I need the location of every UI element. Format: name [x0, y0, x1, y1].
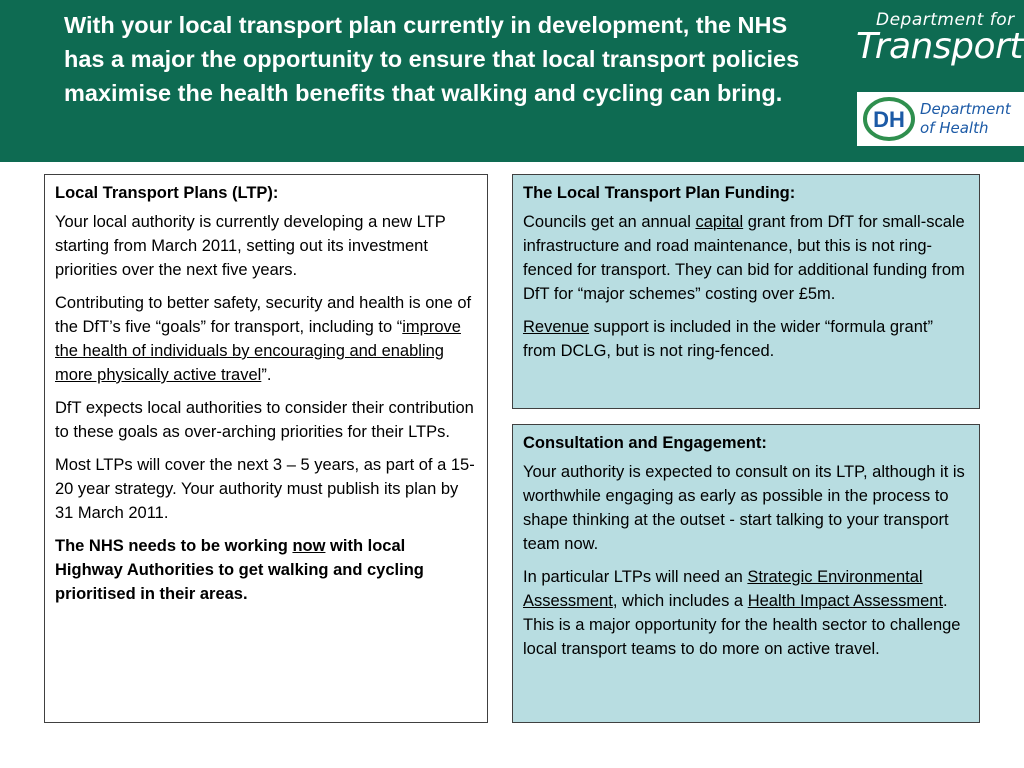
dh-logo-line2: of Health	[920, 119, 989, 137]
funding-p1-text: Councils get an annual	[523, 213, 696, 231]
ltp-paragraph-4: Most LTPs will cover the next 3 – 5 years, as part of a 15-20 year strategy. Your authority must publish its plan by 31 March 2011.	[55, 456, 475, 522]
consult-p2-text: In particular LTPs will need an	[523, 568, 748, 586]
consultation-paragraph-2	[523, 565, 969, 661]
capital-link[interactable]: capital	[695, 213, 744, 231]
funding-p2-tail: support is included in the wider “formula grant” from DCLG, but is not ring-fenced.	[523, 318, 933, 360]
consultation-paragraph-1: Your authority is expected to consult on its LTP, although it is worthwhile engaging as early as possible in the process to shape thinking at the outset - start talking to your transport team now.	[523, 463, 965, 553]
funding-panel-title: The Local Transport Plan Funding:	[523, 184, 796, 202]
dh-logo-line1: Department	[920, 100, 1011, 118]
consultation-panel	[512, 424, 980, 723]
consult-p2-tail: . This is a major opportunity for the health sector to challenge local transport teams to do more on active travel.	[523, 592, 961, 658]
dft-logo-line1: Department for	[876, 10, 1015, 30]
consultation-panel-title: Consultation and Engagement:	[523, 434, 767, 452]
ltp-p5-tail: with local Highway Authorities to get walking and cycling prioritised in their areas.	[55, 537, 424, 603]
ltp-paragraph-5	[55, 534, 477, 606]
dh-mark-icon	[862, 96, 916, 142]
ltp-paragraph-1: Your local authority is currently developing a new LTP starting from March 2011, setting out its investment priorities over the next five years.	[55, 213, 446, 279]
ltp-paragraph-2	[55, 291, 477, 387]
header-banner	[0, 0, 1024, 162]
ltp-p2-tail: ”.	[261, 366, 272, 384]
ltp-paragraph-3: DfT expects local authorities to consider their contribution to these goals as over-arching priorities for their LTPs.	[55, 399, 474, 441]
ltp-panel	[44, 174, 488, 723]
ltp-now-link[interactable]: now	[292, 537, 326, 555]
funding-panel	[512, 174, 980, 409]
dft-logo-line2: Transport	[856, 26, 1023, 67]
sea-link[interactable]: Strategic Environmental Assessment	[523, 568, 923, 610]
hia-link[interactable]: Health Impact Assessment	[747, 592, 944, 610]
ltp-panel-title: Local Transport Plans (LTP):	[55, 184, 279, 202]
ltp-goal-link[interactable]: improve the health of individuals by encouraging and enabling more physically active travel	[55, 318, 461, 384]
funding-p1-tail: grant from DfT for small-scale infrastructure and road maintenance, but this is not ring-fenced for transport. They can bid for additional funding from DfT for “major schemes” costing over £5m.	[523, 213, 965, 303]
ltp-p2-text: Contributing to better safety, security and health is one of the DfT’s five “goals” for transport, including to “	[55, 294, 472, 336]
dh-mark-text: DH	[873, 107, 905, 132]
consult-p2-mid: , which includes a	[612, 592, 748, 610]
ltp-p5-text: The NHS needs to be working	[55, 537, 293, 555]
dh-logo	[857, 92, 1024, 146]
revenue-link[interactable]: Revenue	[523, 318, 590, 336]
funding-paragraph-1	[523, 210, 969, 306]
funding-paragraph-2	[523, 315, 969, 363]
dh-logo-text	[920, 100, 1011, 138]
page-title: With your local transport plan currently in development, the NHS has a major the opportunity to ensure that local transport policies maximise the health benefits that walking and cycling can bring.	[64, 12, 800, 106]
